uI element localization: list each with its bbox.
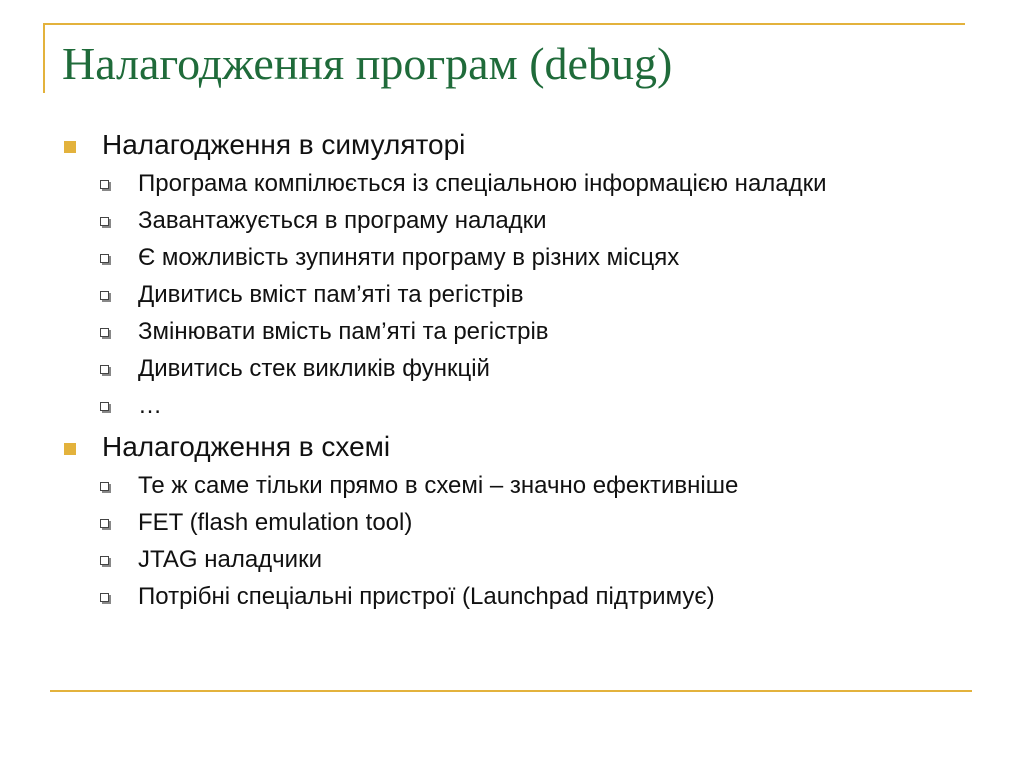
checkbox-bullet-icon [100,180,109,189]
square-bullet-icon [64,443,76,455]
checkbox-bullet-icon [100,482,109,491]
list-item-text: … [138,392,162,419]
slide-title: Налагодження програм (debug) [62,38,673,89]
frame-left-line [43,23,45,93]
checkbox-bullet-icon [100,217,109,226]
frame-top-line [43,23,965,25]
list-item [62,207,958,235]
section-heading-text: Налагодження в симуляторі [102,129,466,160]
list-item [62,472,958,500]
frame-bottom-line [50,690,972,692]
list-item [62,244,958,272]
list-item-text: Змінювати вмість пам’яті та регістрів [138,318,549,345]
list-item [62,170,958,198]
section-heading-text: Налагодження в схемі [102,431,391,462]
checkbox-bullet-icon [100,365,109,374]
list-item-text: Те ж саме тільки прямо в схемі – значно ефективніше [138,472,739,499]
checkbox-bullet-icon [100,519,109,528]
checkbox-bullet-icon [100,328,109,337]
section-heading-simulator [62,128,962,162]
list-item-text: Програма компілюється із спеціальною інформацією наладки [138,170,827,197]
list-item [62,318,958,346]
list-item-text: Є можливість зупиняти програму в різних місцях [138,244,680,271]
checkbox-bullet-icon [100,291,109,300]
list-item [62,546,958,574]
checkbox-bullet-icon [100,556,109,565]
list-item [62,509,958,537]
checkbox-bullet-icon [100,402,109,411]
list-item [62,392,958,420]
list-item-text: JTAG наладчики [138,546,322,573]
list-item-text: Завантажується в програму наладки [138,207,547,234]
list-item-text: Дивитись вміст пам’яті та регістрів [138,281,524,308]
section-items-simulator [62,170,962,420]
checkbox-bullet-icon [100,254,109,263]
list-item-text: FET (flash emulation tool) [138,509,413,536]
slide-content [62,128,962,621]
list-item [62,355,958,383]
square-bullet-icon [64,141,76,153]
section-heading-in-circuit [62,430,962,464]
checkbox-bullet-icon [100,593,109,602]
list-item [62,583,958,611]
list-item-text: Дивитись стек викликів функцій [138,355,490,382]
list-item-text: Потрібні спеціальні пристрої (Launchpad підтримує) [138,583,715,610]
section-items-in-circuit [62,472,962,611]
list-item [62,281,958,309]
